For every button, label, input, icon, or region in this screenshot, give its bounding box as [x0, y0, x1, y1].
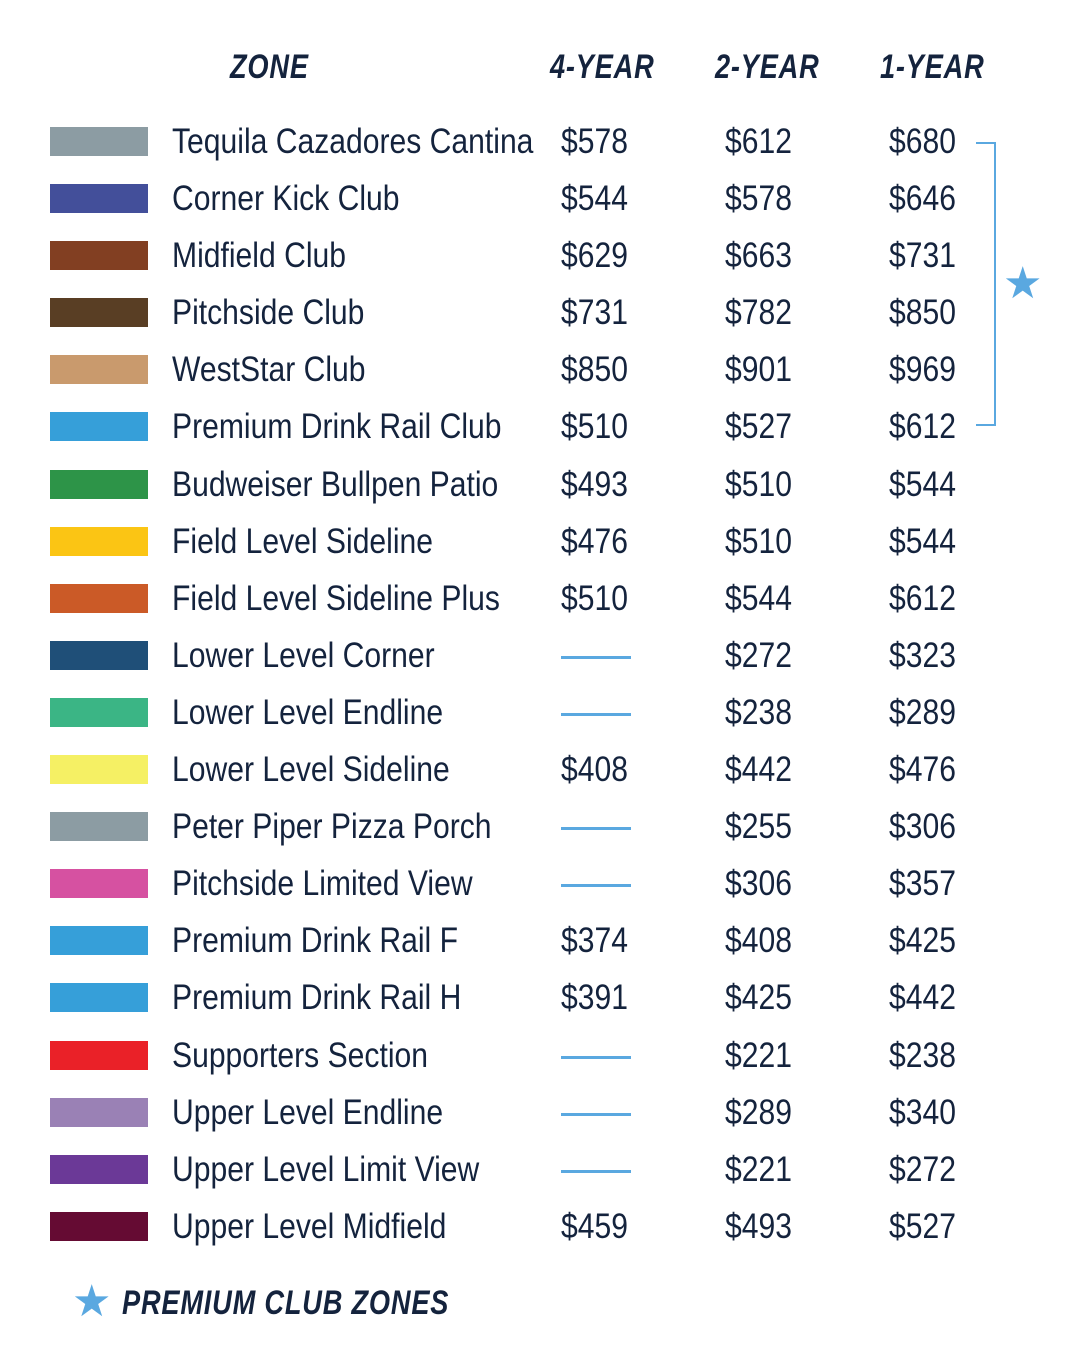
table-row: [0, 685, 1080, 742]
two-year-price: $612: [725, 122, 792, 161]
zone-color-swatch: [50, 812, 148, 841]
legend: [72, 1277, 672, 1326]
two-year-price: $493: [725, 1206, 792, 1246]
table-row: [0, 399, 1080, 456]
pricing-table: [0, 114, 1080, 1256]
one-year-price: $527: [889, 1206, 956, 1246]
zone-name: Lower Level Endline: [172, 692, 444, 732]
two-year-price: $782: [725, 293, 792, 333]
zone-name: Budweiser Bullpen Patio: [172, 464, 499, 504]
table-row: [0, 114, 1080, 171]
two-year-price: $408: [725, 921, 792, 961]
four-year-price: $374: [561, 921, 628, 961]
two-year-price: $306: [725, 864, 792, 904]
zone-name: Pitchside Limited View: [172, 864, 473, 904]
one-year-price: $272: [889, 1149, 956, 1189]
not-available-dash: [561, 656, 631, 659]
table-row: [0, 1028, 1080, 1085]
zone-name: Supporters Section: [172, 1035, 428, 1075]
two-year-price: $510: [725, 464, 792, 504]
zone-name: WestStar Club: [172, 350, 366, 390]
zone-name: Upper Level Endline: [172, 1092, 444, 1132]
two-year-price: $221: [725, 1035, 792, 1075]
one-year-price: $969: [889, 350, 956, 390]
zone-name: Tequila Cazadores Cantina: [172, 122, 534, 161]
not-available-dash: [561, 884, 631, 887]
one-year-price: $646: [889, 179, 956, 219]
four-year-price: $850: [561, 350, 628, 390]
table-row: [0, 856, 1080, 913]
four-year-price: $629: [561, 236, 628, 276]
star-icon: ★: [1003, 259, 1043, 308]
zone-color-swatch: [50, 1041, 148, 1070]
four-year-price: $731: [561, 293, 628, 333]
zone-color-swatch: [50, 412, 148, 441]
table-row: [0, 514, 1080, 571]
table-row: [0, 1142, 1080, 1199]
table-row: [0, 970, 1080, 1027]
zone-color-swatch: [50, 470, 148, 499]
not-available-dash: [561, 713, 631, 716]
zone-name: Peter Piper Pizza Porch: [172, 807, 492, 847]
not-available-dash: [561, 1113, 631, 1116]
zone-color-swatch: [50, 584, 148, 613]
one-year-price: $544: [889, 521, 956, 561]
four-year-price: $493: [561, 464, 628, 504]
not-available-dash: [561, 1056, 631, 1059]
zone-color-swatch: [50, 1098, 148, 1127]
zone-name: Field Level Sideline: [172, 521, 434, 561]
zone-name: Premium Drink Rail F: [172, 921, 458, 961]
four-year-price: $510: [561, 407, 628, 447]
one-year-price: $289: [889, 692, 956, 732]
two-year-price: $238: [725, 692, 792, 732]
four-year-price: $459: [561, 1206, 628, 1246]
zone-color-swatch: [50, 869, 148, 898]
zone-name: Lower Level Corner: [172, 635, 435, 675]
two-year-price: $578: [725, 179, 792, 219]
zone-name: Premium Drink Rail Club: [172, 407, 502, 447]
two-year-price: $425: [725, 978, 792, 1018]
zone-color-swatch: [50, 241, 148, 270]
premium-club-bracket: [976, 142, 996, 426]
zone-name: Corner Kick Club: [172, 179, 400, 219]
two-year-price: $510: [725, 521, 792, 561]
zone-name: Lower Level Sideline: [172, 750, 450, 790]
one-year-price: $442: [889, 978, 956, 1018]
zone-color-swatch: [50, 926, 148, 955]
table-row: [0, 571, 1080, 628]
one-year-price: $476: [889, 750, 956, 790]
one-year-price: $425: [889, 921, 956, 961]
four-year-price: $578: [561, 122, 628, 161]
one-year-price: $612: [889, 407, 956, 447]
table-row: [0, 1199, 1080, 1256]
one-year-price: $680: [889, 122, 956, 161]
table-row: [0, 1085, 1080, 1142]
table-row: [0, 742, 1080, 799]
table-row: [0, 285, 1080, 342]
zone-color-swatch: [50, 755, 148, 784]
table-row: [0, 342, 1080, 399]
one-year-price: $306: [889, 807, 956, 847]
four-year-price: $476: [561, 521, 628, 561]
two-year-price: $289: [725, 1092, 792, 1132]
one-year-price: $544: [889, 464, 956, 504]
four-year-price: $510: [561, 578, 628, 618]
legend-label: PREMIUM CLUB ZONES: [122, 1284, 450, 1322]
table-row: [0, 171, 1080, 228]
two-year-price: $221: [725, 1149, 792, 1189]
not-available-dash: [561, 827, 631, 830]
zone-color-swatch: [50, 527, 148, 556]
zone-name: Midfield Club: [172, 236, 346, 276]
zone-color-swatch: [50, 1155, 148, 1184]
four-year-price: $391: [561, 978, 628, 1018]
two-year-price: $272: [725, 635, 792, 675]
two-year-price: $527: [725, 407, 792, 447]
one-year-price: $612: [889, 578, 956, 618]
table-row: [0, 457, 1080, 514]
one-year-price: $850: [889, 293, 956, 333]
star-icon: ★: [72, 1277, 112, 1326]
two-year-price: $663: [725, 236, 792, 276]
two-year-price: $255: [725, 807, 792, 847]
not-available-dash: [561, 1170, 631, 1173]
four-year-column-header: 4-YEAR: [550, 48, 655, 86]
four-year-price: $408: [561, 750, 628, 790]
table-row: [0, 628, 1080, 685]
table-header: [0, 48, 1080, 92]
zone-name: Upper Level Limit View: [172, 1149, 480, 1189]
zone-column-header: ZONE: [230, 48, 309, 86]
two-year-price: $544: [725, 578, 792, 618]
two-year-column-header: 2-YEAR: [715, 48, 820, 86]
zone-color-swatch: [50, 127, 148, 156]
table-row: [0, 913, 1080, 970]
one-year-price: $323: [889, 635, 956, 675]
one-year-column-header: 1-YEAR: [880, 48, 985, 86]
one-year-price: $340: [889, 1092, 956, 1132]
zone-name: Upper Level Midfield: [172, 1206, 447, 1246]
table-row: [0, 228, 1080, 285]
zone-name: Premium Drink Rail H: [172, 978, 462, 1018]
two-year-price: $901: [725, 350, 792, 390]
zone-color-swatch: [50, 698, 148, 727]
zone-name: Pitchside Club: [172, 293, 365, 333]
zone-color-swatch: [50, 641, 148, 670]
zone-color-swatch: [50, 355, 148, 384]
zone-color-swatch: [50, 983, 148, 1012]
zone-color-swatch: [50, 1212, 148, 1241]
zone-color-swatch: [50, 184, 148, 213]
one-year-price: $238: [889, 1035, 956, 1075]
one-year-price: $731: [889, 236, 956, 276]
four-year-price: $544: [561, 179, 628, 219]
zone-name: Field Level Sideline Plus: [172, 578, 500, 618]
table-row: [0, 799, 1080, 856]
one-year-price: $357: [889, 864, 956, 904]
two-year-price: $442: [725, 750, 792, 790]
zone-color-swatch: [50, 298, 148, 327]
